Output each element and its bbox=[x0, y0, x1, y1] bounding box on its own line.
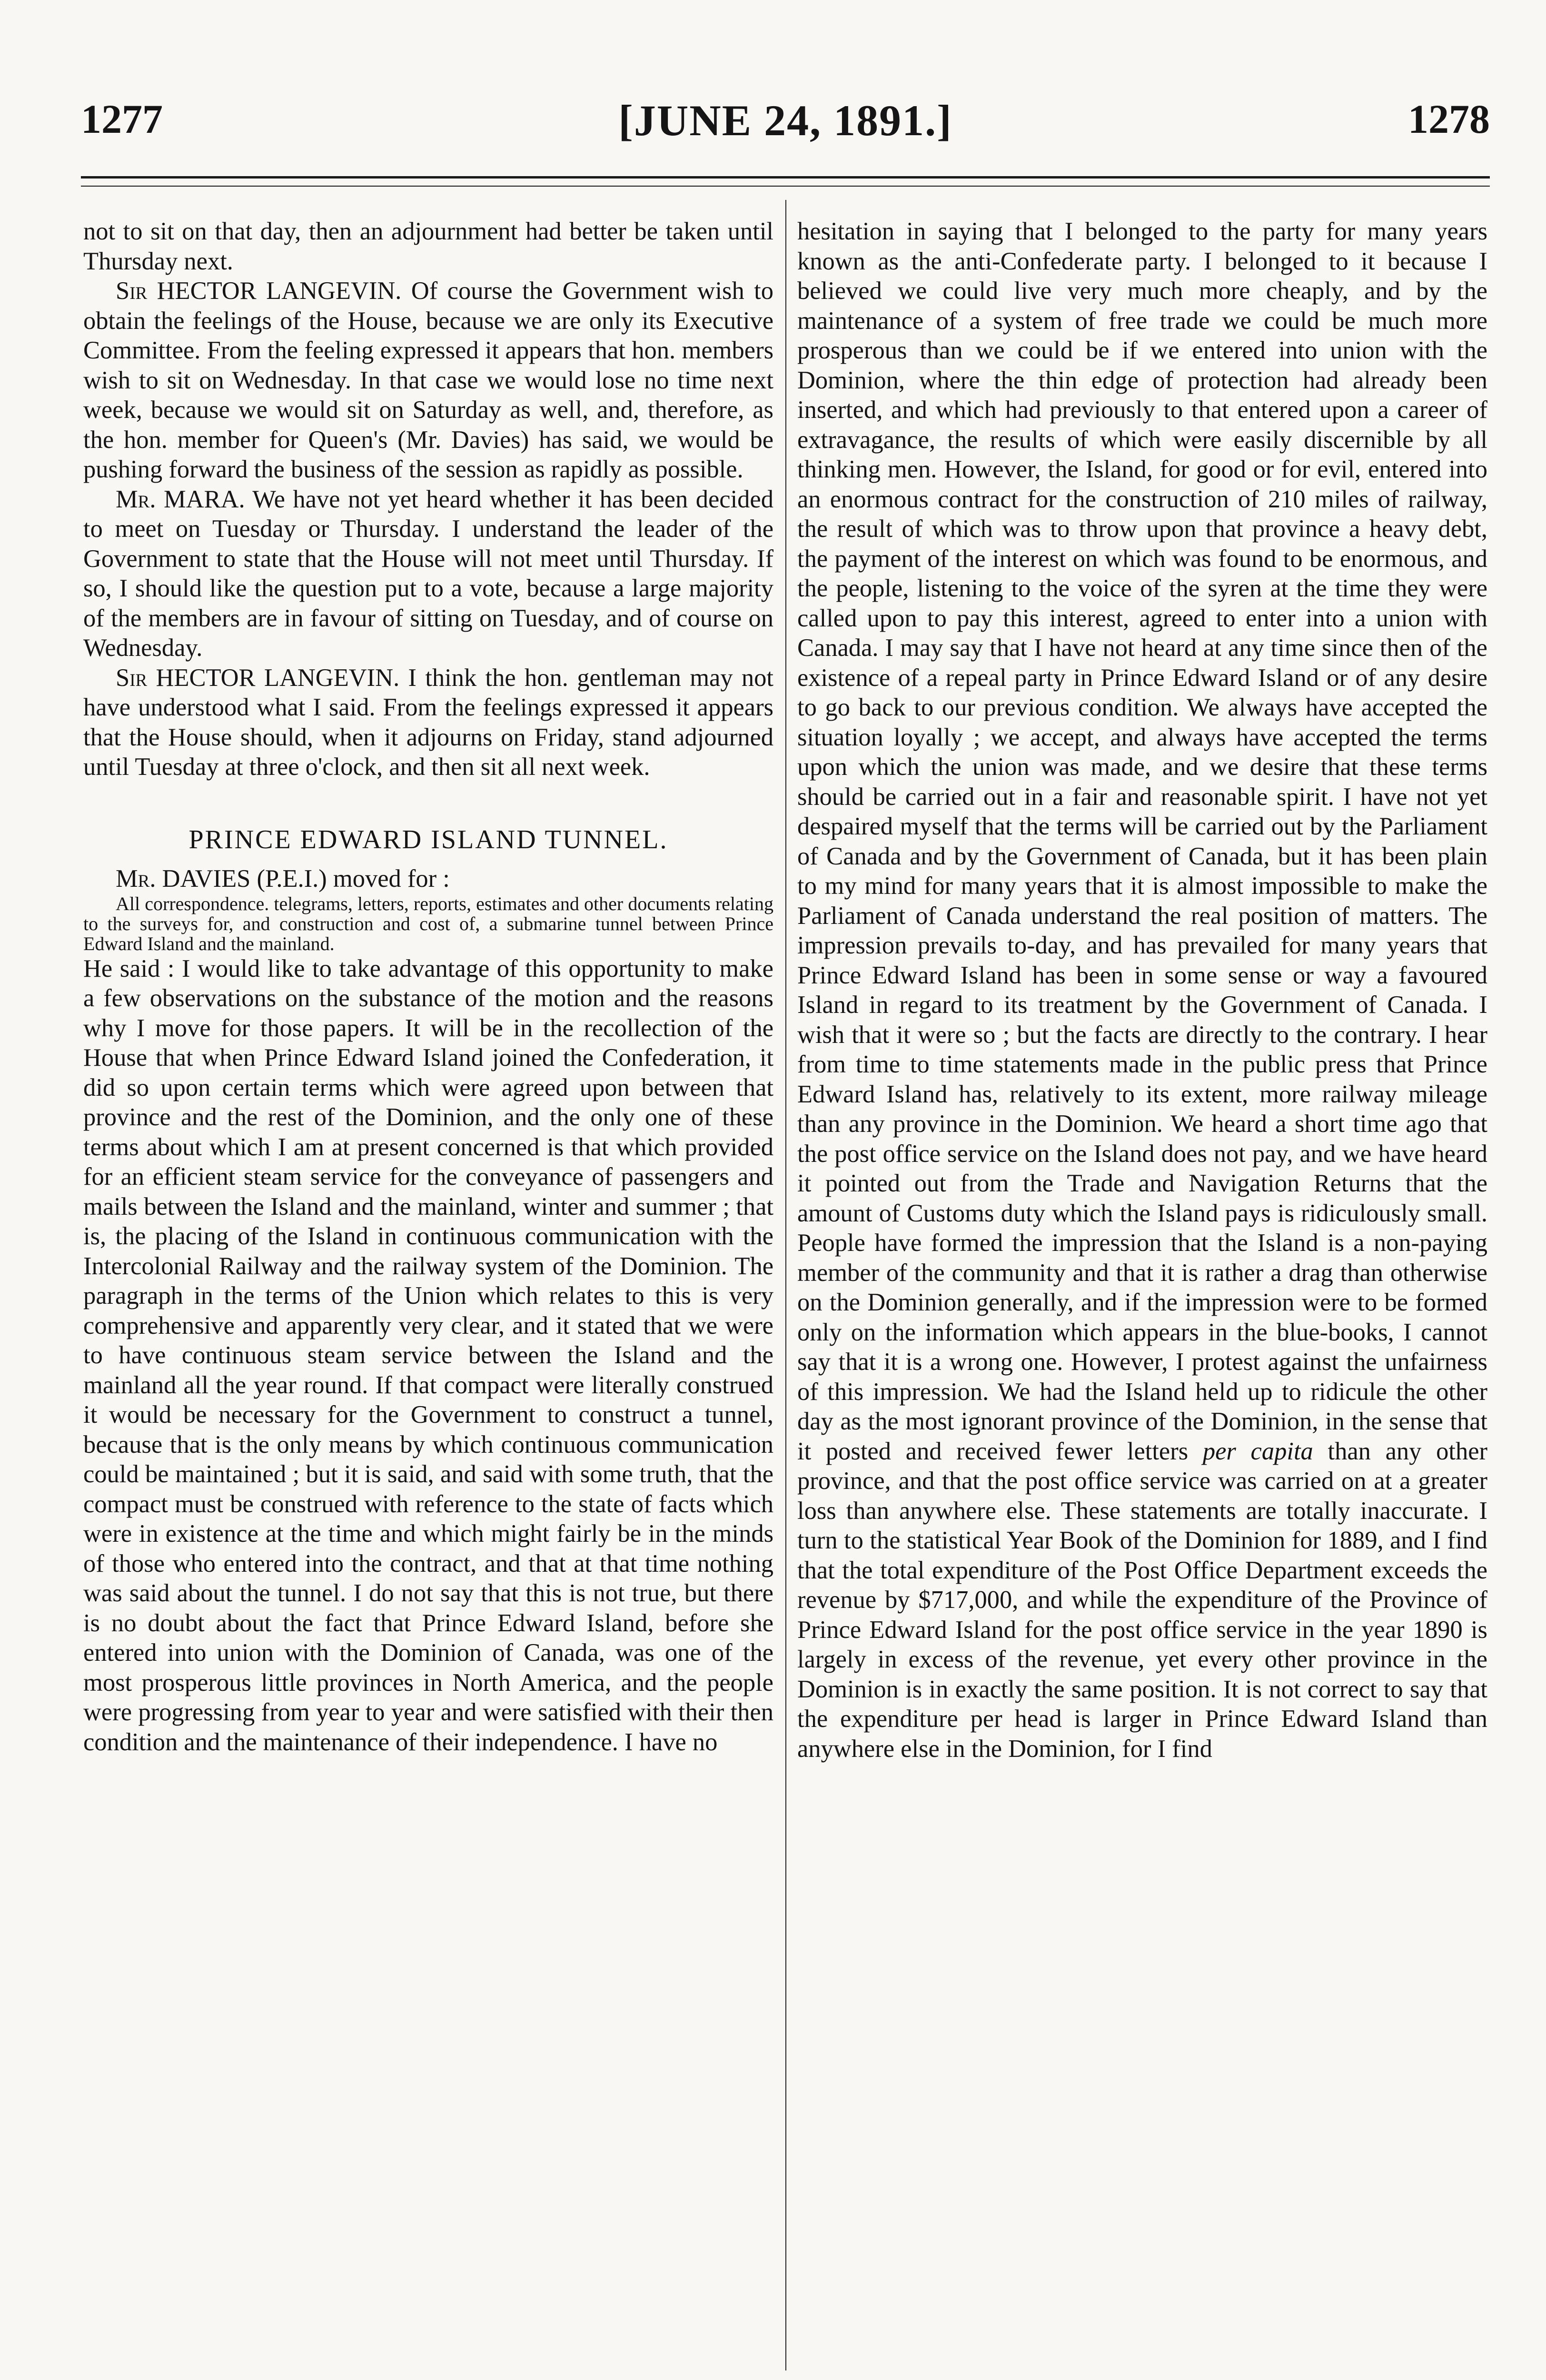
page-header bbox=[81, 95, 1490, 152]
speaker-name: Sir HECTOR LANGEVIN. bbox=[116, 664, 400, 692]
column-divider bbox=[785, 200, 786, 2370]
italic-phrase: per capita bbox=[1202, 1437, 1313, 1465]
paragraph: not to sit on that day, then an adjournment had better be taken until Thursday next. bbox=[83, 218, 773, 275]
motion-intro-text: (P.E.I.) moved for : bbox=[250, 865, 450, 892]
paragraph bbox=[797, 217, 1487, 1764]
paragraph: He said : I would like to take advantage of this opportunity to make a few observations on the substance of the motion and the reasons why I move for those papers. It will be in the recollection of the House that when Prince Edward Island joined the Confederation, it did so upon certain terms which were agreed upon between that province and the rest of the Dominion, and the only one of these terms about which I am at present concerned is that which provided for an efficient steam service for the conveyance of passengers and mails between the Island and the mainland, winter and summer ; that is, the placing of the Island in continuous communication with the Intercolonial Railway and the railway system of the Dominion. The paragraph in the terms of the Union which relates to this is very comprehensive and apparently very clear, and it stated that we were to have continuous steam service between the Island and the mainland all the year round. If that compact were literally construed it would be necessary for the Government to construct a tunnel, because that is the only means by which continuous communication could be maintained ; but it is said, and said with some truth, that the compact must be construed with reference to the state of facts which were in existence at the time and which might fairly be in the minds of those who entered into the contract, and that at that time nothing was said about the tunnel. I do not say that this is not true, but there is no doubt about the fact that Prince Edward Island, before she entered into union with the Dominion of Canada, was one of the most prosperous little provinces in North America, and the people were progressing from year to year and were satisfied with their then condition and the maintenance of their independence. I have no bbox=[83, 954, 773, 1756]
page-number-left: 1277 bbox=[81, 96, 163, 142]
speech-text: Of course the Government wish to obtain the feelings of the House, because we are only its Executive Committee. From the feeling expressed it appears that hon. members wish to sit on Wednesday. In that case we would lose no time next week, because we would sit on Saturday as well, and, therefore, as the hon. member for Queen's (Mr. Davies) has said, we would be pushing forward the business of the session as rapidly as possible. bbox=[83, 277, 773, 483]
header-rule-thin bbox=[81, 186, 1490, 187]
speech-text: I think the hon. gentleman may not have understood what I said. From the feelings expressed it appears that the House should, when it adjourns on Friday, stand adjourned until Tuesday at three o'clock, and then sit all next week. bbox=[83, 664, 773, 781]
motion-text: All correspondence. telegrams, letters, reports, estimates and other documents relating to the surveys for, and construction and cost of, a submarine tunnel between Prince Edward Island and the mainland. bbox=[83, 892, 773, 954]
page-number-right: 1278 bbox=[1408, 96, 1490, 142]
page-date-title: [JUNE 24, 1891.] bbox=[618, 96, 952, 145]
speaker-name: Sir HECTOR LANGEVIN. bbox=[116, 277, 402, 305]
speaker-name: Mr. MARA. bbox=[116, 485, 245, 513]
speech-text: We have not yet heard whether it has been decided to meet on Tuesday or Thursday. I understand the leader of the Government to state that the House will not meet until Thursday. If so, I should like the question put to a vote, because a large majority of the members are in favour of sitting on Tuesday, and of course on Wednesday. bbox=[83, 485, 773, 662]
right-column bbox=[797, 217, 1487, 1764]
paragraph bbox=[83, 276, 773, 485]
header-rule-thick bbox=[81, 176, 1490, 178]
speech-text: than any other province, and that the post office service was carried on at a greater loss than anywhere else. These statements are totally inaccurate. I turn to the statistical Year Book of the Dominion for 1889, and I find that the total expenditure of the Post Office Department exceeds the revenue by $717,000, and while the expenditure of the Province of Prince Edward Island for the post office service in the year 1890 is largely in excess of the revenue, yet every other province in the Dominion is in exactly the same position. It is not correct to say that the expenditure per head is larger in Prince Edward Island than anywhere else in the Dominion, for I find bbox=[797, 1437, 1487, 1763]
left-column bbox=[83, 217, 773, 1757]
motion-intro bbox=[83, 864, 773, 894]
paragraph bbox=[83, 485, 773, 663]
speaker-name: Mr. DAVIES bbox=[116, 865, 251, 892]
section-heading: PRINCE EDWARD ISLAND TUNNEL. bbox=[188, 824, 668, 854]
speech-text: hesitation in saying that I belonged to the party for many years known as the anti-Confederate party. I belonged to it because I believed we could live very much more cheaply, and by the maintenance of a system of free trade we could be much more prosperous than we could be if we entered into union with the Dominion, where the thin edge of protection had already been inserted, and which had previously to that entered upon a career of extravagance, the results of which were easily discernible by all thinking men. However, the Island, for good or for evil, entered into an enormous contract for the construction of 210 miles of railway, the result of which was to throw upon that province a heavy debt, the payment of the interest on which was found to be enormous, and the people, listening to the voice of the syren at the time they were called upon to pay this interest, agreed to enter into a union with Canada. I may say that I have not heard at any time since then of the existence of a repeal party in Prince Edward Island or of any desire to go back to our previous condition. We always have accepted the situation loyally ; we accept, and always have accepted the terms upon which the union was made, and we desire that these terms should be carried out in a fair and reasonable spirit. I have not yet despaired myself that the terms will be carried out by the Parliament of Canada and by the Government of Canada, but it has been plain to my mind for many years that it is almost impossible to make the Parliament of Canada understand the real position of matters. The impression prevails to-day, and has prevailed for many years that Prince Edward Island has been in some sense or way a favoured Island in regard to its treatment by the Government of Canada. I wish that it were so ; but the facts are directly to the contrary. I hear from time to time statements made in the public press that Prince Edward Island has, relatively to its extent, more railway mileage than any province in the Dominion. We heard a short time ago that the post office service on the Island does not pay, and we have heard it pointed out from the Trade and Navigation Returns that the amount of Customs duty which the Island pays is ridiculously small. People have formed the impression that the Island is a non-paying member of the community and that it is rather a drag than otherwise on the Dominion generally, and if the impression were to be formed only on the information which appears in the blue-books, I cannot say that it is a wrong one. However, I protest against the unfairness of this impression. We had the Island held up to ridicule the other day as the most ignorant province of the Dominion, in the sense that it posted and received fewer letters bbox=[797, 218, 1487, 1465]
paragraph bbox=[83, 663, 773, 782]
